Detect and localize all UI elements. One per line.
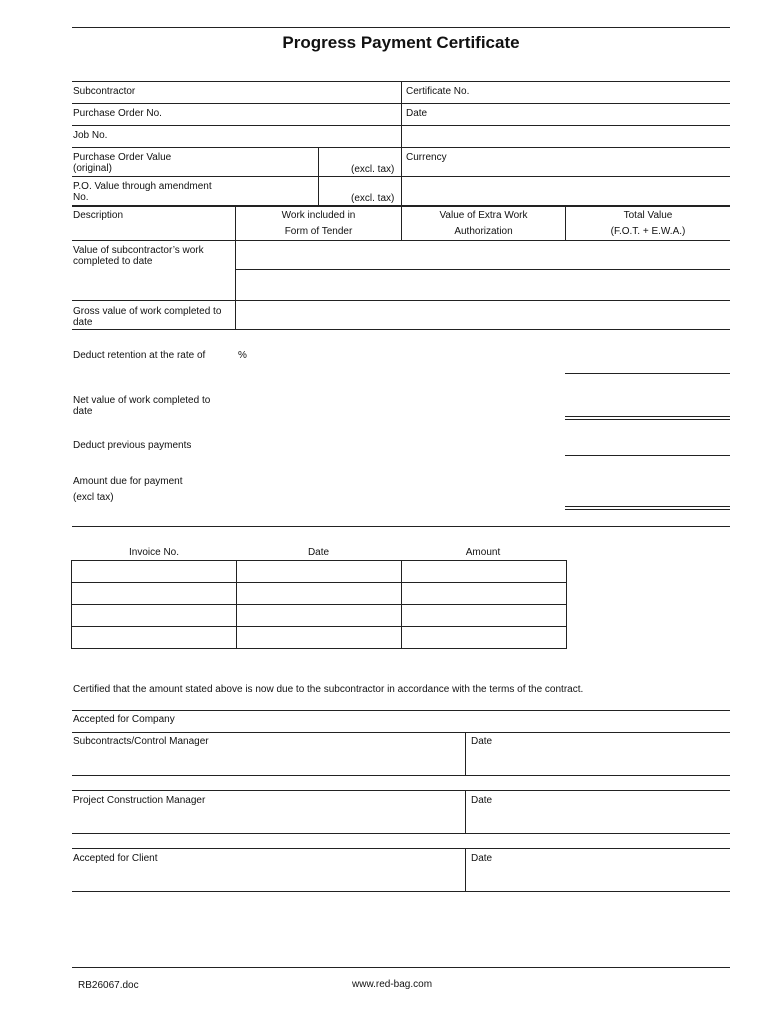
invoice-cell[interactable] xyxy=(72,561,236,582)
signoff-rule xyxy=(72,833,730,834)
construction-manager-signature[interactable] xyxy=(72,791,465,833)
footer-rule xyxy=(72,967,730,968)
invoice-cell[interactable] xyxy=(237,627,401,648)
client-signature[interactable] xyxy=(72,849,465,891)
date-label: Date xyxy=(471,853,493,864)
invoice-cell[interactable] xyxy=(402,561,566,582)
po-amend-sublabel: No. xyxy=(73,192,89,203)
amount-due-excl-tax: (excl tax) xyxy=(73,492,114,503)
invoice-no-header: Invoice No. xyxy=(128,547,180,558)
previous-payments-line[interactable] xyxy=(565,455,730,456)
work-included-header-2: Form of Tender xyxy=(284,226,353,237)
extra-work-header-2: Authorization xyxy=(454,226,513,237)
extra-work-header: Value of Extra Work xyxy=(439,210,528,221)
completed-to-date-field[interactable] xyxy=(236,241,730,269)
subcontractor-label: Subcontractor xyxy=(73,86,136,97)
certified-text: Certified that the amount stated above is now due to the subcontractor in accordance with the terms of the contract. xyxy=(73,684,584,695)
amount-due-line[interactable] xyxy=(565,506,730,507)
footer-website[interactable]: www.red-bag.com xyxy=(352,979,433,990)
invoice-date-header: Date xyxy=(307,547,330,558)
po-value-label: Purchase Order Value xyxy=(73,152,172,163)
invoice-cell[interactable] xyxy=(237,583,401,604)
total-value-header: Total Value xyxy=(623,210,673,221)
certificate-no-label: Certificate No. xyxy=(406,86,470,97)
date-field[interactable] xyxy=(402,104,730,125)
invoice-cell[interactable] xyxy=(402,605,566,626)
total-value-header-2: (F.O.T. + E.W.A.) xyxy=(610,226,686,237)
excl-tax-label: (excl. tax) xyxy=(351,193,395,204)
signoff-rule xyxy=(72,891,730,892)
po-no-field[interactable] xyxy=(72,104,401,125)
footer-doc-name: RB26067.doc xyxy=(78,980,139,991)
client-date[interactable] xyxy=(466,849,730,891)
gross-value-label: Gross value of work completed to date xyxy=(73,306,222,328)
excl-tax-label: (excl. tax) xyxy=(351,164,395,175)
invoice-cell[interactable] xyxy=(72,627,236,648)
top-rule xyxy=(72,27,730,28)
po-amend-field[interactable] xyxy=(72,177,401,205)
subcontractor-field[interactable] xyxy=(72,82,401,103)
date-label: Date xyxy=(406,108,428,119)
control-manager-label: Subcontracts/Control Manager xyxy=(73,736,209,747)
po-value-sublabel: (original) xyxy=(73,163,112,174)
accepted-client-label: Accepted for Client xyxy=(73,853,158,864)
gross-value-field[interactable] xyxy=(236,301,730,329)
date-label: Date xyxy=(471,795,493,806)
job-no-label: Job No. xyxy=(73,130,108,141)
invoice-cell[interactable] xyxy=(237,605,401,626)
values-rule xyxy=(72,329,730,330)
construction-manager-date[interactable] xyxy=(466,791,730,833)
po-amend-label: P.O. Value through amendment xyxy=(73,181,212,192)
net-value-line-2 xyxy=(565,419,730,420)
construction-manager-label: Project Construction Manager xyxy=(73,795,206,806)
previous-payments-label: Deduct previous payments xyxy=(73,440,192,451)
invoice-table xyxy=(71,560,567,649)
signoff-rule xyxy=(72,775,730,776)
invoice-amount-header: Amount xyxy=(465,547,501,558)
section-rule xyxy=(72,526,730,527)
page-title: Progress Payment Certificate xyxy=(282,33,520,52)
control-manager-date[interactable] xyxy=(466,733,730,775)
currency-label: Currency xyxy=(406,152,447,163)
job-no-right-field[interactable] xyxy=(402,126,730,147)
percent-label: % xyxy=(238,350,247,361)
amount-due-line-2 xyxy=(565,509,730,510)
retention-line[interactable] xyxy=(565,373,730,374)
job-no-field[interactable] xyxy=(72,126,401,147)
invoice-cell[interactable] xyxy=(72,583,236,604)
currency-field[interactable] xyxy=(402,148,730,176)
certificate-no-field[interactable] xyxy=(402,82,730,103)
accepted-company-label: Accepted for Company xyxy=(73,714,175,725)
description-header: Description xyxy=(73,210,124,221)
po-no-label: Purchase Order No. xyxy=(73,108,162,119)
invoice-cell[interactable] xyxy=(402,627,566,648)
invoice-cell[interactable] xyxy=(72,605,236,626)
retention-label: Deduct retention at the rate of xyxy=(73,350,206,361)
work-included-header: Work included in xyxy=(281,210,356,221)
date-label: Date xyxy=(471,736,493,747)
po-amend-right-field[interactable] xyxy=(402,177,730,205)
po-value-field[interactable] xyxy=(72,148,401,176)
invoice-cell[interactable] xyxy=(402,583,566,604)
completed-to-date-field-2[interactable] xyxy=(236,270,730,300)
invoice-cell[interactable] xyxy=(237,561,401,582)
amount-due-label: Amount due for payment xyxy=(73,476,183,487)
net-value-label: Net value of work completed to date xyxy=(73,395,211,417)
net-value-line[interactable] xyxy=(565,416,730,417)
signoff-rule xyxy=(72,710,730,711)
completed-to-date-label: Value of subcontractor’s work completed to date xyxy=(73,245,204,267)
control-manager-signature[interactable] xyxy=(72,733,465,775)
